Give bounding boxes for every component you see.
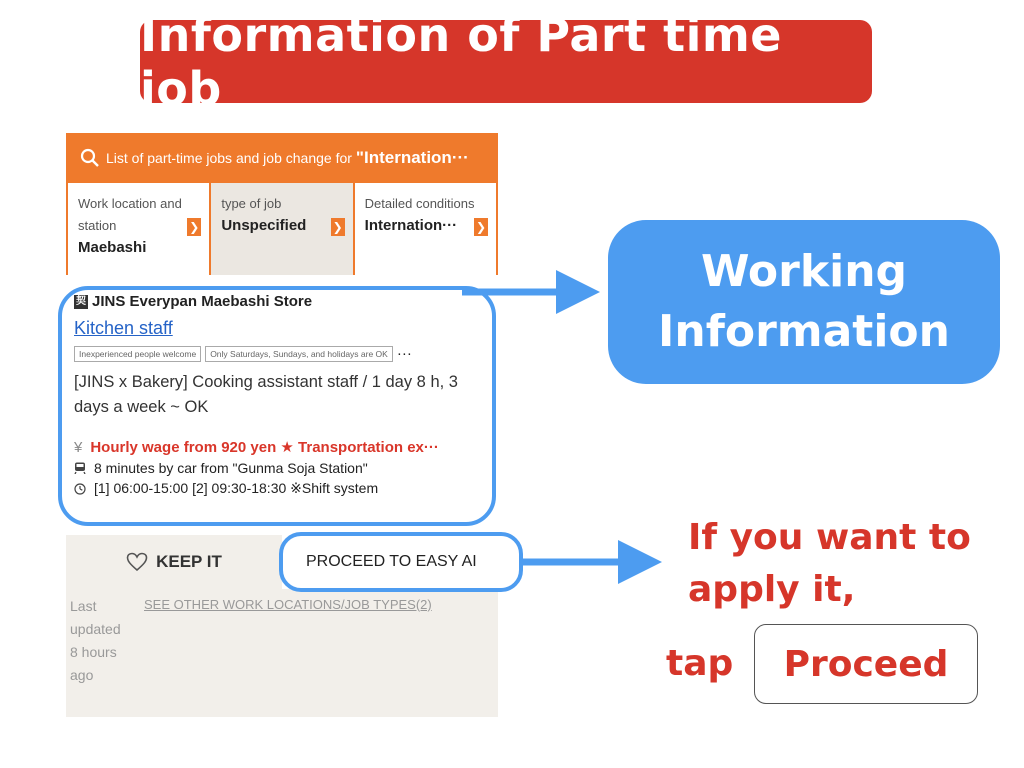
filter-label: Detailed conditions <box>364 196 475 211</box>
arrow-to-apply <box>523 540 662 584</box>
callout-line: Information <box>658 306 950 357</box>
heart-icon <box>126 552 148 572</box>
filter-label: Work location and station <box>78 196 182 233</box>
highlight-job-card <box>58 286 496 526</box>
yen-icon: ¥ <box>74 438 83 456</box>
hours-text: [1] 06:00-15:00 [2] 09:30-18:30 ※Shift system <box>94 480 379 496</box>
keep-label: KEEP IT <box>156 552 222 571</box>
wage-text: Hourly wage from 920 yen ★ Transportation ex··· <box>90 439 439 456</box>
search-bar[interactable] <box>66 133 498 183</box>
tag: Only Saturdays, Sundays, and holidays are OK <box>205 346 393 362</box>
footer-area <box>66 589 498 717</box>
proceed-label: PROCEED TO EASY AI <box>306 553 477 570</box>
search-icon <box>80 148 100 168</box>
job-title-link[interactable]: Kitchen staff <box>74 318 173 338</box>
filter-value: Unspecified <box>221 217 307 234</box>
filter-value: Internation··· <box>364 217 458 234</box>
callout-line: Working <box>700 246 908 297</box>
chevron-right-icon: ❯ <box>475 220 487 234</box>
store-name: JINS Everypan Maebashi Store <box>92 293 313 310</box>
chevron-right-icon: ❯ <box>332 220 343 234</box>
filter-job-type[interactable] <box>211 183 352 275</box>
highlight-proceed-button <box>279 532 523 592</box>
proceed-callout: Proceed <box>754 624 978 704</box>
access-text: 8 minutes by car from "Gunma Soja Station" <box>94 460 368 476</box>
store-icon: 契 <box>76 295 86 307</box>
filter-value: Maebashi <box>78 239 147 256</box>
job-description: [JINS x Bakery] Cooking assistant staff / 1 day 8 h, 3 days a week ~ OK <box>74 373 458 416</box>
search-prefix: List of part-time jobs and job change for <box>106 150 352 166</box>
keep-button[interactable] <box>66 552 282 572</box>
apply-line: apply it, <box>688 569 856 610</box>
filter-bar <box>66 183 498 275</box>
search-query: "Internation··· <box>355 148 469 167</box>
filter-label: type of job <box>221 196 282 211</box>
other-locations-link[interactable]: SEE OTHER WORK LOCATIONS/JOB TYPES(2) <box>144 597 432 612</box>
last-updated: Last updated 8 hours ago <box>70 598 121 683</box>
filter-work-location[interactable] <box>68 183 209 275</box>
tags-more[interactable]: ··· <box>396 345 412 362</box>
title-banner: Information of Part time job <box>140 20 872 103</box>
tag: Inexperienced people welcome <box>74 346 201 362</box>
tap-label: tap <box>666 643 734 684</box>
chevron-right-icon: ❯ <box>189 220 200 234</box>
apply-instruction <box>688 512 971 616</box>
filter-detailed-conditions[interactable] <box>355 183 496 275</box>
working-information-callout <box>608 220 1000 384</box>
apply-line: If you want to <box>688 517 971 558</box>
